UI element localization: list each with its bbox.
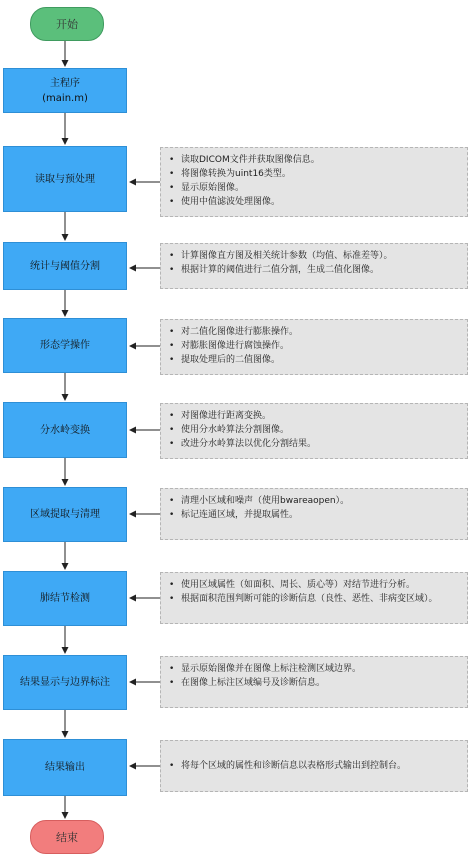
note-item: • 提取处理后的二值图像。	[169, 353, 461, 367]
note-item: • 标记连通区域，并提取属性。	[169, 508, 461, 522]
step-read-preprocess	[3, 146, 127, 212]
step-label: 肺结节检测	[40, 593, 90, 604]
step-stats-threshold	[3, 242, 127, 290]
note-region-extract	[160, 488, 468, 540]
step-label: 分水岭变换	[40, 424, 90, 436]
note-item: • 计算图像直方图及相关统计参数（均值、标准差等）。	[169, 249, 461, 263]
step-watershed	[3, 402, 127, 458]
step-label: 区域提取与清理	[30, 509, 100, 520]
note-item: • 显示原始图像。	[169, 181, 461, 195]
note-item: • 使用分水岭算法分割图像。	[169, 423, 461, 437]
note-morphology	[160, 319, 468, 375]
note-nodule-detect	[160, 572, 468, 624]
end-terminal: 结束	[30, 820, 104, 854]
step-label: 结果输出	[45, 762, 85, 773]
note-read-preprocess	[160, 147, 468, 217]
note-item: • 使用区域属性（如面积、周长、质心等）对结节进行分析。	[169, 578, 461, 592]
step-nodule-detect	[3, 571, 127, 626]
note-stats-threshold	[160, 243, 468, 289]
main-program-title: 主程序	[50, 77, 80, 89]
main-program-subtitle: (main.m)	[42, 92, 88, 104]
note-result-display	[160, 656, 468, 708]
note-item: • 对二值化图像进行膨胀操作。	[169, 325, 461, 339]
step-morphology	[3, 318, 127, 373]
step-region-extract	[3, 487, 127, 542]
start-terminal: 开始	[30, 7, 104, 41]
note-item: • 显示原始图像并在图像上标注检测区域边界。	[169, 662, 461, 676]
note-item: • 使用中值滤波处理图像。	[169, 195, 461, 209]
note-watershed	[160, 403, 468, 459]
main-program-box	[3, 68, 127, 113]
step-label: 形态学操作	[40, 340, 90, 351]
note-item: • 将图像转换为uint16类型。	[169, 167, 461, 181]
note-item: • 对图像进行距离变换。	[169, 409, 461, 423]
note-item: • 改进分水岭算法以优化分割结果。	[169, 437, 461, 451]
step-label: 统计与阈值分割	[30, 260, 100, 272]
note-item: • 在图像上标注区域编号及诊断信息。	[169, 676, 461, 690]
note-item: • 将每个区域的属性和诊断信息以表格形式输出到控制台。	[169, 759, 406, 773]
note-item: • 清理小区域和噪声（使用bwareaopen）。	[169, 494, 461, 508]
step-label: 读取与预处理	[35, 173, 95, 185]
note-item: • 根据计算的阈值进行二值分割，生成二值化图像。	[169, 263, 461, 277]
step-result-display	[3, 655, 127, 710]
note-item: • 读取DICOM文件并获取图像信息。	[169, 153, 461, 167]
note-item: • 根据面积范围判断可能的诊断信息（良性、恶性、非病变区域）。	[169, 592, 461, 606]
step-label: 结果显示与边界标注	[20, 677, 110, 688]
note-result-output	[160, 740, 468, 792]
note-item: • 对膨胀图像进行腐蚀操作。	[169, 339, 461, 353]
step-result-output	[3, 739, 127, 796]
note-connectors	[130, 182, 160, 766]
